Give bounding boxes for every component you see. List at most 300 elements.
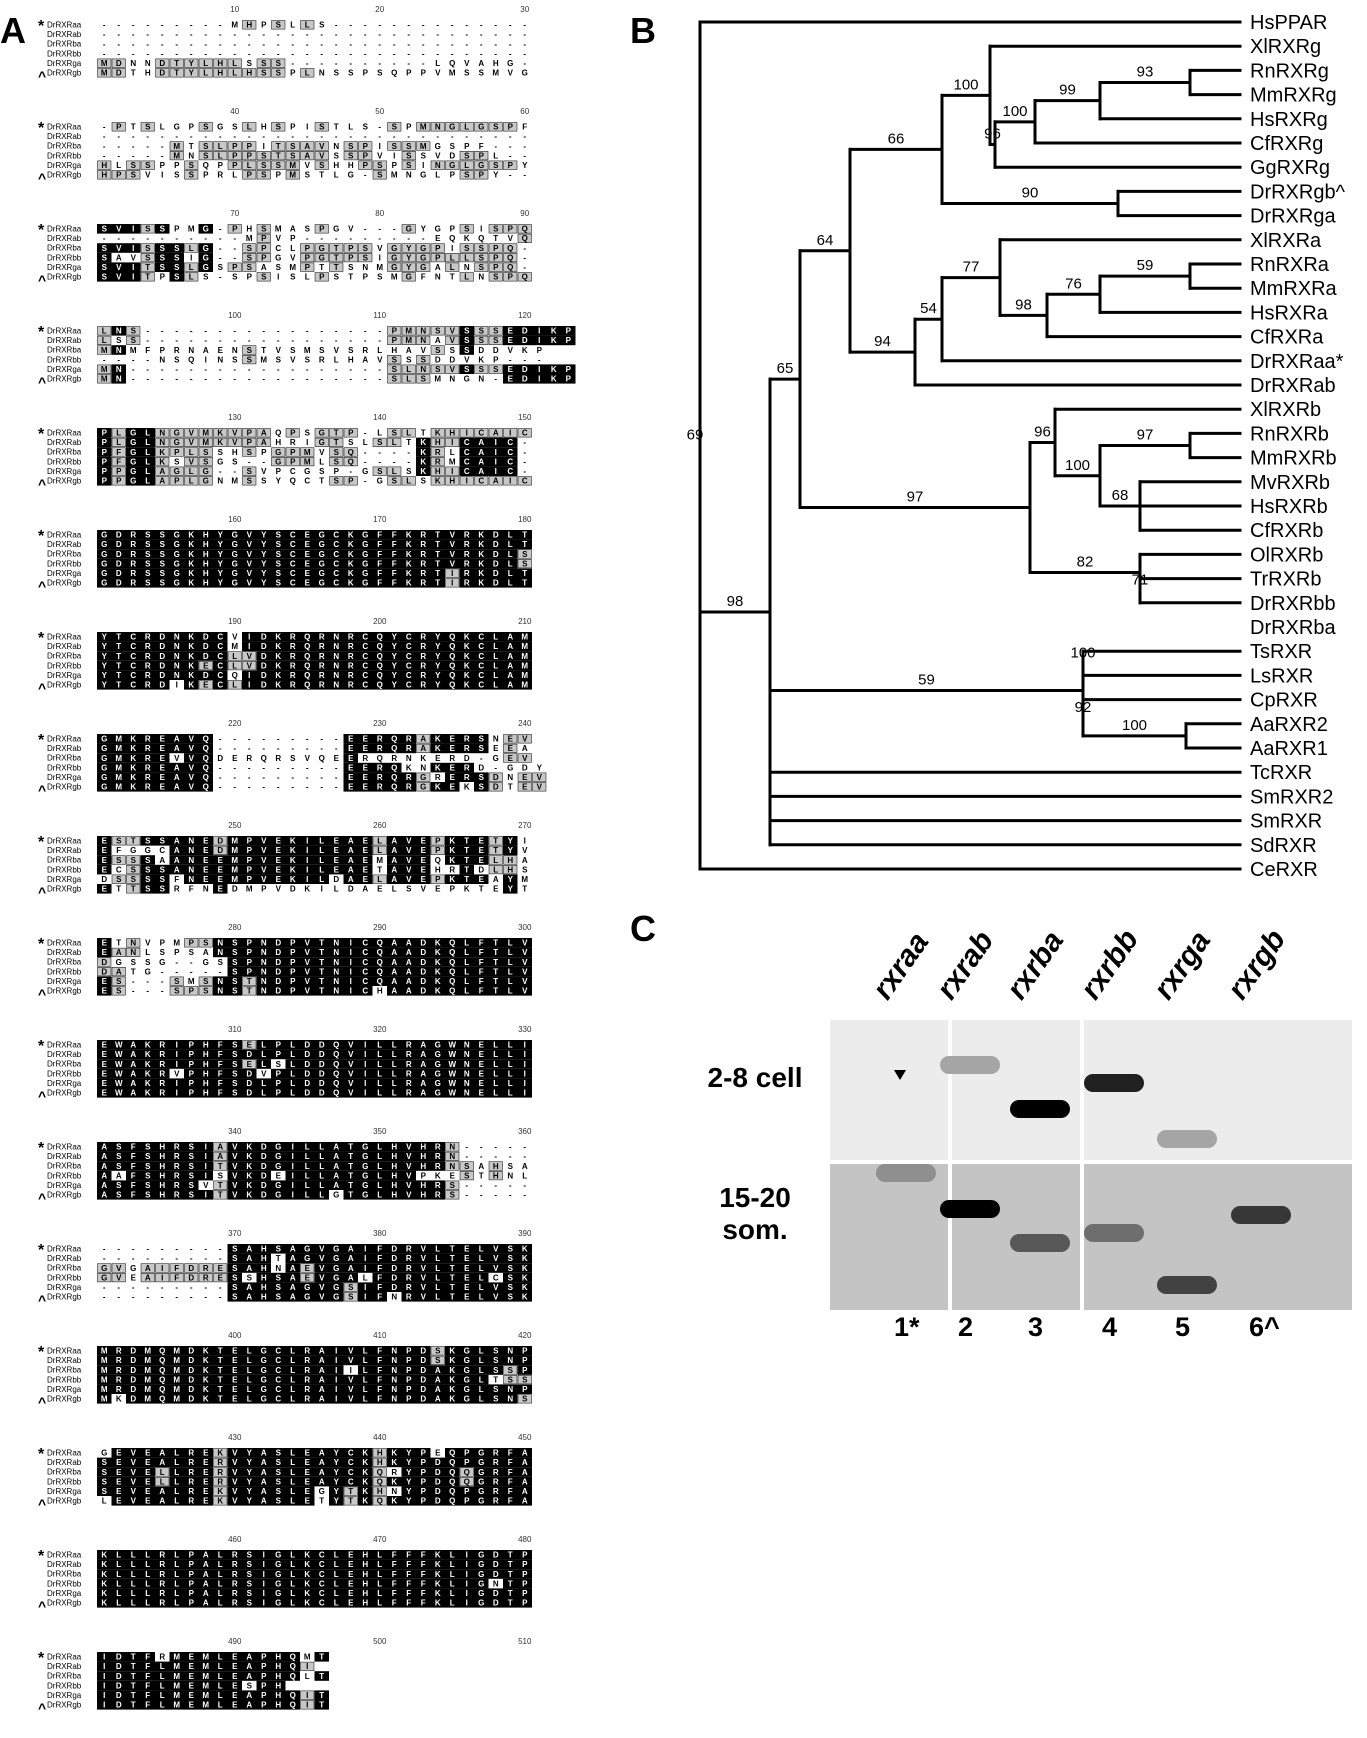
- residue: A: [260, 428, 267, 438]
- residue: G: [463, 1346, 470, 1356]
- residue: G: [420, 170, 427, 180]
- residue: S: [188, 161, 194, 170]
- residue: H: [507, 865, 514, 875]
- residue: V: [348, 1375, 354, 1385]
- residue: P: [275, 1050, 281, 1060]
- residue: -: [349, 365, 353, 374]
- residue: G: [217, 457, 224, 467]
- residue: -: [523, 263, 527, 272]
- residue: V: [420, 1244, 426, 1254]
- residue: Y: [406, 1467, 412, 1477]
- residue: R: [130, 549, 137, 559]
- residue: L: [406, 476, 412, 486]
- residue: -: [363, 170, 367, 180]
- residue: -: [218, 773, 222, 782]
- residue: I: [364, 1283, 367, 1292]
- residue: V: [377, 243, 383, 253]
- residue: Q: [521, 224, 528, 234]
- residue: Q: [449, 938, 456, 948]
- residue: S: [188, 1161, 194, 1171]
- position-tick: 220: [228, 719, 242, 728]
- residue: S: [217, 447, 223, 457]
- residue: R: [405, 1283, 412, 1292]
- residue: S: [478, 326, 484, 336]
- residue: Q: [333, 1088, 340, 1098]
- residue: A: [405, 948, 412, 958]
- residue: T: [174, 59, 180, 68]
- residue: K: [188, 671, 195, 680]
- residue: M: [289, 161, 297, 170]
- residue: L: [478, 1273, 484, 1283]
- residue: -: [508, 1181, 512, 1190]
- residue: P: [275, 1069, 281, 1079]
- residue: M: [115, 744, 123, 754]
- residue: G: [362, 540, 369, 550]
- residue: R: [130, 569, 137, 578]
- residue: P: [116, 467, 122, 476]
- residue: -: [508, 355, 512, 365]
- residue: -: [291, 132, 295, 142]
- residue: P: [304, 253, 310, 263]
- residue: A: [289, 1244, 296, 1254]
- position-tick: 60: [520, 107, 530, 116]
- residue: K: [478, 569, 485, 578]
- residue: R: [289, 671, 296, 680]
- residue: P: [362, 141, 368, 151]
- residue: L: [464, 122, 470, 132]
- residue: V: [246, 549, 252, 559]
- residue: L: [290, 1040, 296, 1050]
- residue: V: [304, 967, 310, 977]
- residue: T: [507, 1560, 513, 1570]
- residue: S: [174, 977, 180, 986]
- position-tick: 440: [373, 1433, 387, 1442]
- residue: R: [492, 1448, 499, 1458]
- residue: L: [377, 1550, 383, 1560]
- residue: D: [159, 661, 166, 671]
- residue: L: [449, 1550, 455, 1560]
- residue: K: [420, 447, 427, 457]
- residue: A: [318, 1477, 325, 1487]
- residue: E: [304, 1263, 310, 1273]
- residue: E: [478, 875, 484, 884]
- residue: A: [507, 632, 514, 642]
- residue: I: [364, 1292, 367, 1302]
- residue: L: [333, 1550, 339, 1560]
- residue: R: [144, 671, 151, 680]
- residue: C: [275, 1346, 282, 1356]
- residue: S: [493, 224, 499, 234]
- residue: C: [333, 530, 340, 540]
- residue: L: [377, 846, 383, 856]
- residue: -: [117, 355, 121, 365]
- residue: M: [202, 428, 210, 438]
- residue: L: [174, 1467, 180, 1477]
- residue: -: [131, 977, 135, 986]
- residue: E: [217, 855, 223, 865]
- residue: V: [304, 957, 310, 967]
- residue: M: [231, 865, 239, 875]
- residue: Q: [478, 234, 485, 244]
- residue: W: [448, 1079, 457, 1088]
- residue: L: [377, 1171, 383, 1181]
- residue: -: [262, 457, 266, 467]
- residue: V: [275, 234, 281, 244]
- residue: Q: [333, 1059, 340, 1069]
- residue: V: [493, 1263, 499, 1273]
- residue: S: [435, 1356, 441, 1366]
- residue: S: [420, 355, 426, 365]
- residue: R: [173, 884, 180, 894]
- residue: L: [290, 1375, 296, 1385]
- residue: P: [333, 467, 339, 476]
- residue: F: [130, 1190, 136, 1200]
- residue: S: [246, 243, 252, 253]
- residue: D: [246, 1079, 253, 1088]
- residue: C: [362, 651, 369, 661]
- residue: K: [463, 782, 470, 792]
- residue: -: [247, 457, 251, 467]
- residue: S: [232, 355, 238, 365]
- residue: I: [132, 243, 135, 253]
- residue: G: [275, 1181, 282, 1190]
- residue: V: [232, 1181, 238, 1190]
- residue: S: [507, 1375, 513, 1385]
- residue: -: [334, 365, 338, 374]
- residue: T: [348, 1487, 354, 1496]
- residue: I: [175, 1088, 178, 1098]
- residue: K: [101, 1560, 108, 1570]
- sequence-name: DrRXRbb: [47, 151, 82, 161]
- sequence-name: DrRXRab: [47, 744, 82, 754]
- residue: L: [377, 1560, 383, 1570]
- residue: T: [130, 967, 136, 977]
- residue: T: [319, 170, 325, 180]
- residue: E: [217, 865, 223, 875]
- residue: T: [507, 1550, 513, 1560]
- residue: E: [232, 1346, 238, 1356]
- residue: V: [304, 753, 310, 763]
- residue: I: [393, 151, 396, 161]
- residue: G: [521, 68, 528, 78]
- residue: A: [391, 986, 398, 996]
- residue: D: [420, 957, 427, 967]
- residue: R: [434, 1152, 441, 1162]
- residue: K: [289, 846, 296, 856]
- residue: -: [276, 326, 280, 336]
- residue: P: [348, 243, 354, 253]
- residue: F: [478, 967, 484, 977]
- residue: K: [463, 632, 470, 642]
- residue: -: [131, 355, 135, 365]
- residue: -: [494, 1152, 498, 1162]
- residue: S: [246, 467, 252, 476]
- residue: L: [449, 253, 455, 263]
- position-tick: 100: [228, 311, 242, 320]
- residue: S: [159, 578, 165, 588]
- residue: D: [115, 549, 122, 559]
- residue: A: [333, 1142, 340, 1152]
- residue: H: [376, 1448, 383, 1458]
- residue: S: [348, 151, 354, 161]
- residue: -: [436, 30, 440, 40]
- residue: A: [391, 948, 398, 958]
- position-tick: 430: [228, 1433, 242, 1442]
- residue: C: [318, 1550, 325, 1560]
- residue: P: [174, 224, 180, 234]
- sequence-name: DrRXRba: [47, 141, 82, 151]
- residue: L: [449, 263, 455, 272]
- residue: -: [189, 374, 193, 384]
- residue: K: [521, 1273, 528, 1283]
- residue: Y: [435, 661, 441, 671]
- residue: L: [507, 1079, 513, 1088]
- residue: -: [291, 782, 295, 792]
- residue: V: [232, 1152, 238, 1162]
- residue: N: [333, 642, 340, 652]
- residue: -: [320, 30, 324, 40]
- residue: -: [465, 1142, 469, 1152]
- residue: H: [159, 1171, 166, 1181]
- residue: E: [362, 875, 368, 884]
- residue: L: [145, 447, 151, 457]
- residue: S: [203, 457, 209, 467]
- residue: K: [347, 540, 354, 550]
- sequence-name: DrRXRgb: [47, 68, 82, 78]
- residue: -: [276, 374, 280, 384]
- residue: V: [348, 224, 354, 234]
- residue: Q: [391, 68, 398, 78]
- sequence-name: DrRXRgb: [47, 1088, 82, 1098]
- residue: E: [362, 846, 368, 856]
- residue: E: [362, 855, 368, 865]
- residue: P: [290, 957, 296, 967]
- residue: Y: [391, 651, 397, 661]
- residue: Y: [522, 161, 528, 170]
- residue: -: [160, 141, 164, 151]
- residue: -: [508, 1190, 512, 1200]
- residue: P: [420, 1448, 426, 1458]
- residue: Y: [275, 476, 281, 486]
- residue: L: [362, 1365, 368, 1375]
- residue: E: [522, 782, 528, 792]
- residue: -: [334, 744, 338, 754]
- residue: -: [117, 49, 121, 59]
- residue: L: [362, 1385, 368, 1394]
- residue: D: [246, 1050, 253, 1060]
- residue: -: [233, 734, 237, 744]
- residue: -: [421, 39, 425, 49]
- residue: L: [290, 1356, 296, 1366]
- residue: -: [233, 326, 237, 336]
- residue: L: [319, 855, 325, 865]
- residue: G: [420, 243, 427, 253]
- position-tick: 280: [228, 923, 242, 932]
- residue: C: [347, 1448, 354, 1458]
- residue: L: [232, 68, 238, 78]
- sequence-name: DrRXRga: [47, 1486, 82, 1496]
- residue: S: [246, 263, 252, 272]
- residue: D: [217, 836, 224, 846]
- residue: P: [246, 875, 252, 884]
- residue: V: [188, 744, 194, 754]
- residue: G: [362, 559, 369, 569]
- residue: K: [449, 1375, 456, 1385]
- residue: G: [333, 1254, 340, 1264]
- residue: V: [377, 355, 383, 365]
- residue: A: [101, 1171, 108, 1181]
- residue: H: [246, 224, 253, 234]
- residue: K: [217, 1496, 224, 1506]
- residue: K: [130, 753, 137, 763]
- residue: S: [464, 1161, 470, 1171]
- residue: G: [318, 438, 325, 448]
- residue: L: [435, 59, 441, 68]
- residue: K: [275, 642, 282, 652]
- residue: P: [101, 438, 107, 448]
- residue: S: [435, 326, 441, 336]
- residue: Y: [101, 680, 107, 690]
- position-tick: 470: [373, 1535, 387, 1544]
- residue: S: [101, 253, 107, 263]
- residue: T: [333, 438, 339, 448]
- residue: L: [145, 438, 151, 448]
- residue: K: [144, 1069, 151, 1079]
- residue: G: [101, 744, 108, 754]
- residue: P: [493, 263, 499, 272]
- position-tick: 120: [518, 311, 532, 320]
- residue: -: [508, 141, 512, 151]
- residue: A: [420, 1069, 427, 1079]
- residue: C: [405, 642, 412, 652]
- residue: V: [420, 345, 426, 355]
- residue: I: [248, 671, 251, 680]
- residue: I: [306, 855, 309, 865]
- residue: C: [362, 661, 369, 671]
- residue: D: [318, 1079, 325, 1088]
- residue: -: [305, 336, 309, 346]
- residue: R: [144, 734, 151, 744]
- residue: P: [203, 170, 209, 180]
- residue: N: [260, 967, 267, 977]
- residue: V: [348, 1050, 354, 1060]
- residue: G: [318, 549, 325, 559]
- position-tick: 50: [375, 107, 385, 116]
- residue: V: [232, 1487, 238, 1496]
- residue: M: [231, 476, 239, 486]
- residue: Q: [449, 680, 456, 690]
- residue: I: [161, 170, 164, 180]
- residue: S: [304, 355, 310, 365]
- residue: -: [407, 132, 411, 142]
- sequence-marker: *: [38, 732, 45, 749]
- residue: -: [305, 234, 309, 244]
- residue: S: [348, 1283, 354, 1292]
- residue: S: [116, 1142, 122, 1152]
- residue: L: [464, 161, 470, 170]
- residue: -: [320, 39, 324, 49]
- residue: L: [478, 1263, 484, 1273]
- residue: I: [175, 1050, 178, 1060]
- residue: E: [333, 846, 339, 856]
- residue: D: [521, 326, 528, 336]
- residue: S: [203, 977, 209, 986]
- residue: L: [319, 1171, 325, 1181]
- residue: E: [507, 753, 513, 763]
- residue: F: [377, 549, 383, 559]
- residue: D: [478, 345, 485, 355]
- residue: L: [319, 846, 325, 856]
- residue: N: [333, 957, 340, 967]
- residue: D: [188, 1356, 195, 1366]
- residue: -: [523, 132, 527, 142]
- residue: D: [318, 1050, 325, 1060]
- residue: -: [421, 234, 425, 244]
- residue: -: [392, 30, 396, 40]
- residue: D: [115, 578, 122, 588]
- residue: K: [275, 671, 282, 680]
- residue: I: [306, 836, 309, 846]
- residue: A: [202, 1560, 209, 1570]
- residue: S: [145, 243, 151, 253]
- residue: -: [494, 141, 498, 151]
- residue: K: [405, 578, 412, 588]
- residue: M: [100, 1346, 108, 1356]
- residue: D: [130, 1346, 137, 1356]
- residue: P: [246, 957, 252, 967]
- residue: -: [291, 773, 295, 782]
- residue: E: [449, 1171, 455, 1181]
- residue: H: [202, 1088, 209, 1098]
- residue: -: [175, 30, 179, 40]
- residue: P: [188, 938, 194, 948]
- residue: P: [449, 224, 455, 234]
- residue: -: [262, 734, 266, 744]
- residue: L: [377, 1069, 383, 1079]
- residue: Q: [449, 59, 456, 68]
- residue: V: [174, 753, 180, 763]
- residue: T: [464, 875, 470, 884]
- residue: K: [463, 680, 470, 690]
- residue: I: [422, 161, 425, 170]
- residue: A: [391, 957, 398, 967]
- residue: P: [290, 234, 296, 244]
- residue: M: [521, 671, 529, 680]
- residue: T: [116, 680, 122, 690]
- residue: S: [333, 272, 339, 282]
- residue: E: [101, 938, 107, 948]
- residue: N: [507, 1171, 514, 1181]
- residue: R: [405, 1069, 412, 1079]
- residue: G: [463, 1365, 470, 1375]
- residue: I: [451, 467, 454, 476]
- residue: N: [188, 855, 195, 865]
- residue: V: [522, 986, 528, 996]
- residue: K: [188, 651, 195, 661]
- residue: E: [232, 1365, 238, 1375]
- residue: -: [494, 30, 498, 40]
- residue: G: [463, 374, 470, 384]
- residue: G: [362, 530, 369, 540]
- residue: C: [362, 642, 369, 652]
- residue: L: [290, 1560, 296, 1570]
- residue: -: [146, 326, 150, 336]
- residue: -: [407, 39, 411, 49]
- residue: D: [420, 1346, 427, 1356]
- residue: C: [289, 569, 296, 578]
- residue: G: [231, 578, 238, 588]
- residue: G: [434, 224, 441, 234]
